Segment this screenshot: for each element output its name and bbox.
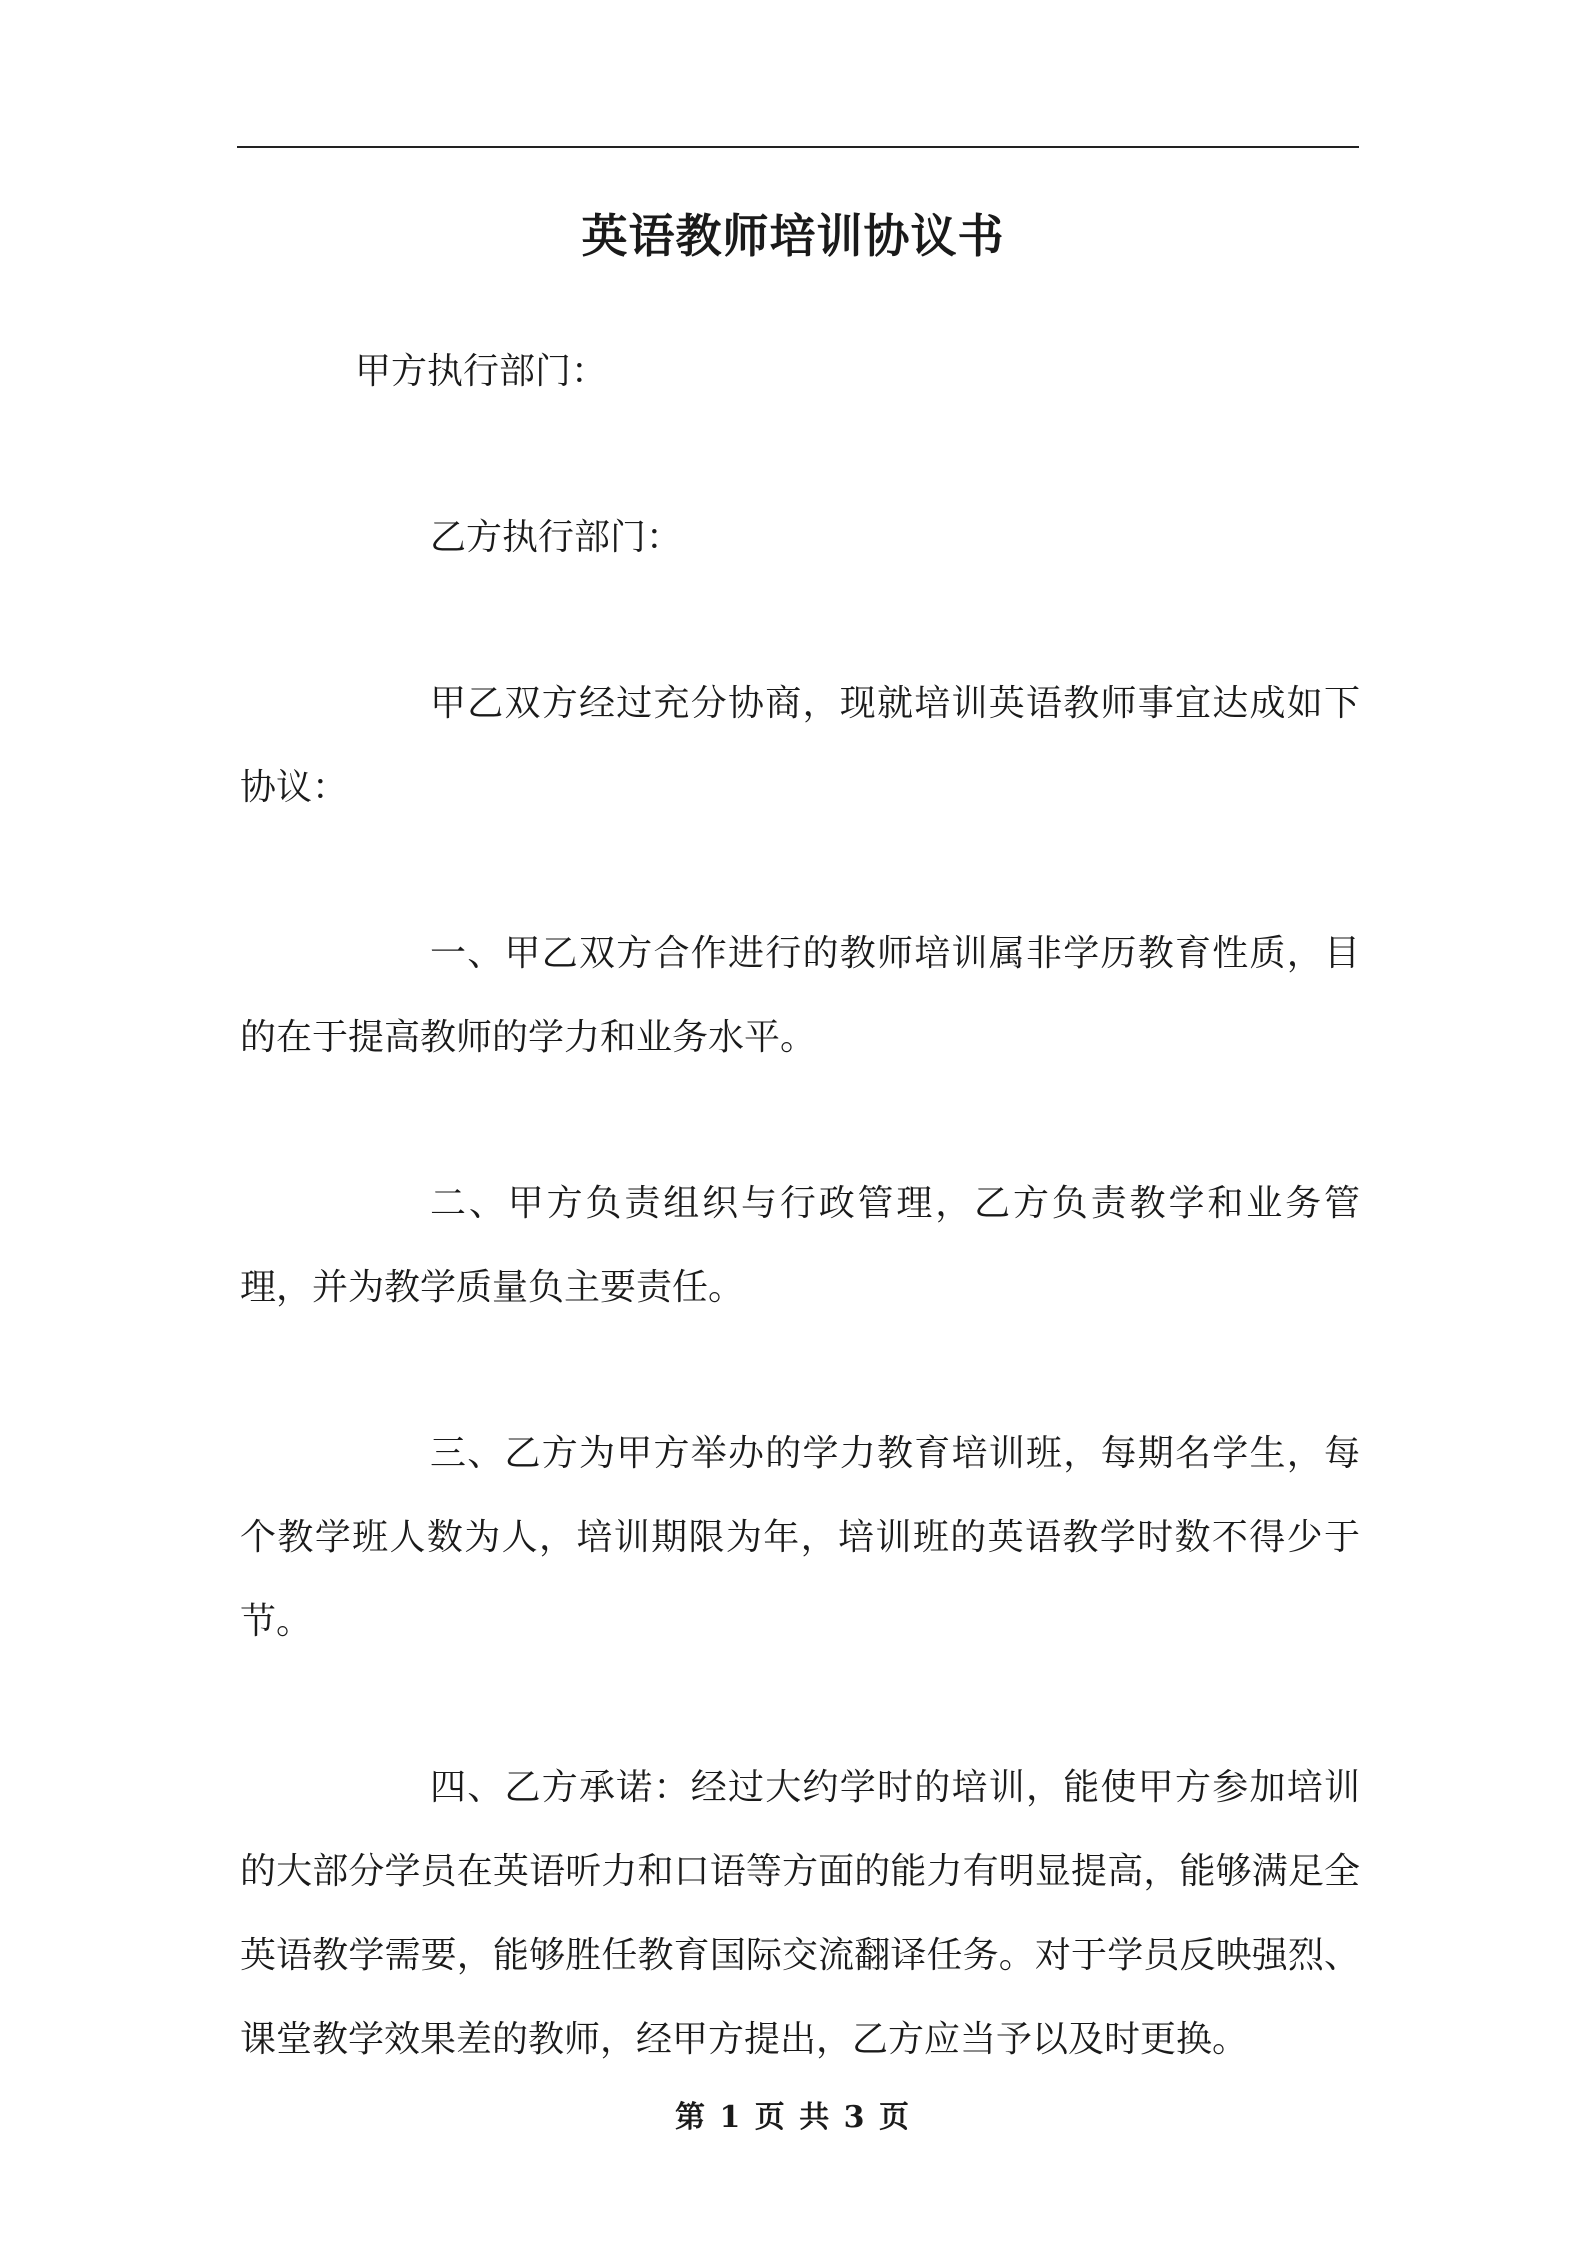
document-body (240, 330, 1360, 2082)
page-indicator: 第 1 页 共 3 页 (675, 2100, 911, 2135)
clause-4: 四、乙方承诺：经过大约学时的培训，能使甲方参加培训的大部分学员在英语听力和口语等方面的能力有明显提高，能够满足全英语教学需要，能够胜任教育国际交流翻译任务。对于学员反映强烈、课堂教学效果差的教师，经甲方提出，乙方应当予以及时更换。 (240, 1767, 1360, 2060)
clause-2: 二、甲方负责组织与行政管理，乙方负责教学和业务管理，并为教学质量负主要责任。 (240, 1183, 1360, 1308)
document-title: 英语教师培训协议书 (581, 209, 1005, 263)
party-b-label: 乙方执行部门： (430, 517, 683, 558)
clause-3: 三、乙方为甲方举办的学力教育培训班，每期名学生，每个教学班人数为人，培训期限为年，培训班的英语教学时数不得少于节。 (240, 1433, 1360, 1642)
party-a-label: 甲方执行部门： (355, 351, 608, 392)
clause-1: 一、甲乙双方合作进行的教师培训属非学历教育性质，目的在于提高教师的学力和业务水平。 (240, 933, 1360, 1058)
intro-paragraph: 甲乙双方经过充分协商，现就培训英语教师事宜达成如下协议： (240, 683, 1360, 808)
header-rule (237, 146, 1359, 148)
